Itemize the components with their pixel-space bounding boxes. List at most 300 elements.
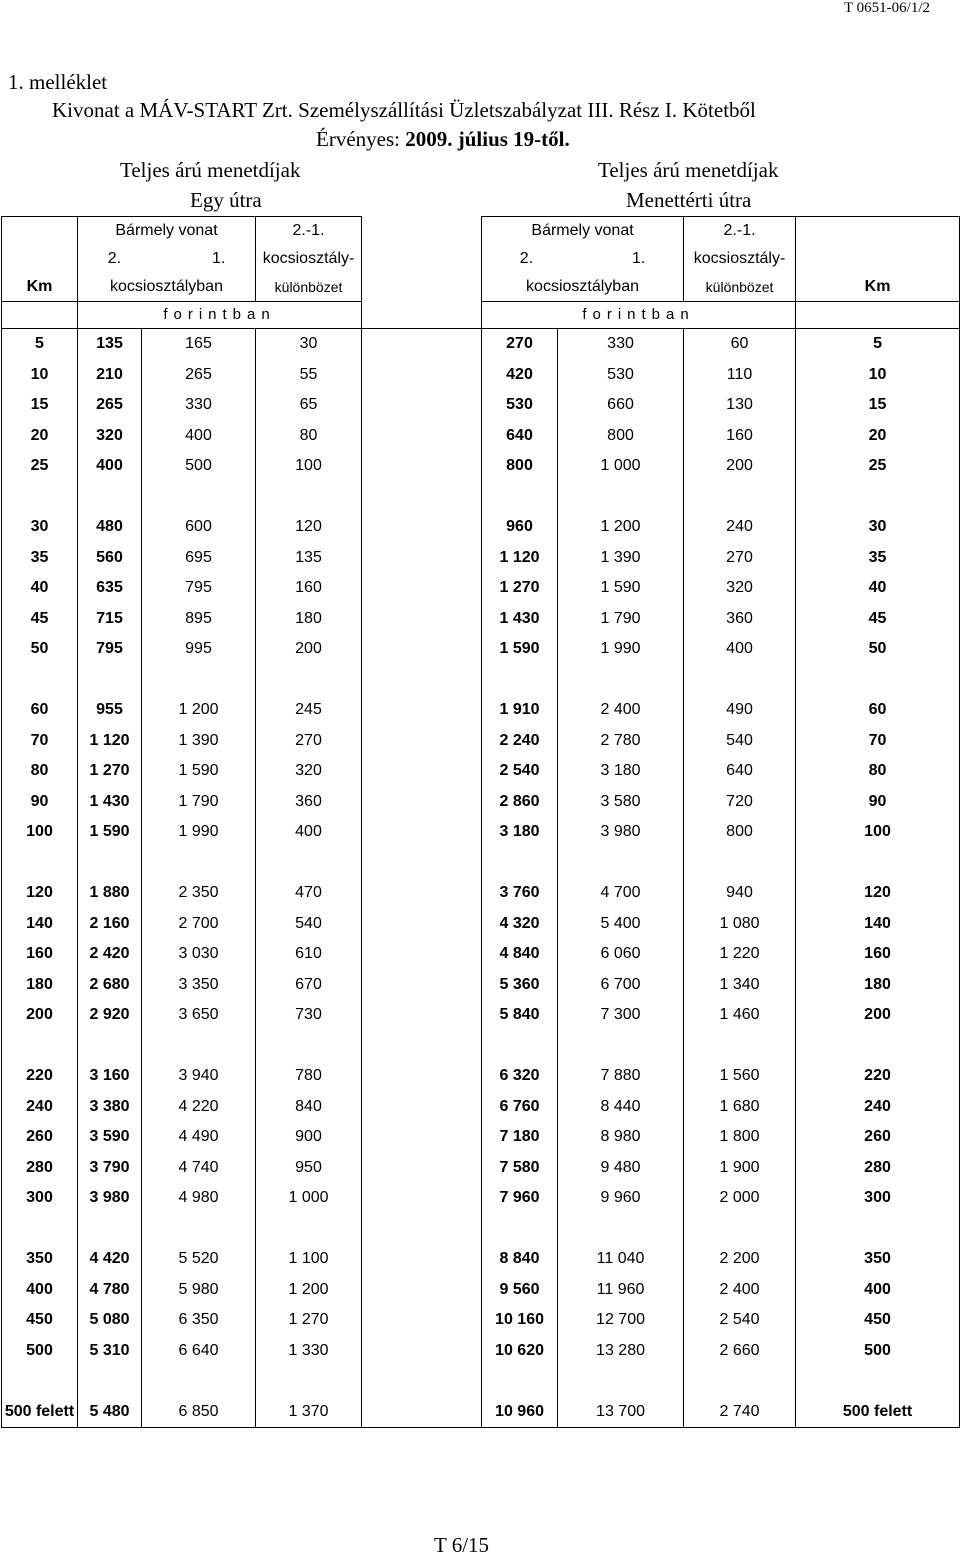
return-class1-cell: 1 390 bbox=[558, 543, 684, 574]
km-right-cell: 100 bbox=[796, 817, 960, 848]
return-diff-cell: 1 340 bbox=[684, 970, 796, 1001]
km-left-cell: 100 bbox=[2, 817, 78, 848]
km-left-cell: 500 bbox=[2, 1336, 78, 1367]
km-right-cell: 350 bbox=[796, 1244, 960, 1275]
single-class1-cell: 5 980 bbox=[142, 1275, 256, 1306]
return-diff-cell: 240 bbox=[684, 512, 796, 543]
return-class1-cell: 9 480 bbox=[558, 1153, 684, 1184]
gap-cell bbox=[362, 573, 482, 604]
table-row bbox=[2, 1122, 960, 1153]
single-class2-cell: 1 430 bbox=[78, 787, 142, 818]
return-class2-cell: 2 860 bbox=[482, 787, 558, 818]
single-class2-cell: 635 bbox=[78, 573, 142, 604]
single-class1-cell: 6 350 bbox=[142, 1305, 256, 1336]
return-diff-cell: 160 bbox=[684, 421, 796, 452]
single-class2-cell: 3 790 bbox=[78, 1153, 142, 1184]
gap-cell bbox=[362, 390, 482, 421]
single-class2-cell: 2 920 bbox=[78, 1000, 142, 1031]
single-diff-cell: 55 bbox=[256, 360, 362, 391]
left-any-train: Bármely vonat bbox=[78, 217, 256, 246]
table-row bbox=[2, 878, 960, 909]
km-right-cell: 20 bbox=[796, 421, 960, 452]
km-right-cell: 180 bbox=[796, 970, 960, 1001]
return-class1-cell: 660 bbox=[558, 390, 684, 421]
single-class2-cell: 795 bbox=[78, 634, 142, 665]
single-diff-cell: 160 bbox=[256, 573, 362, 604]
return-diff-cell: 2 400 bbox=[684, 1275, 796, 1306]
km-left-cell: 300 bbox=[2, 1183, 78, 1214]
single-class2-cell: 400 bbox=[78, 451, 142, 482]
return-class2-cell: 1 590 bbox=[482, 634, 558, 665]
return-diff-cell: 1 560 bbox=[684, 1061, 796, 1092]
table-row bbox=[2, 1000, 960, 1031]
single-class2-cell: 1 270 bbox=[78, 756, 142, 787]
single-diff-cell: 950 bbox=[256, 1153, 362, 1184]
table-row bbox=[2, 604, 960, 635]
return-diff-cell: 1 460 bbox=[684, 1000, 796, 1031]
return-class1-cell: 6 060 bbox=[558, 939, 684, 970]
document-code: T 0651-06/1/2 bbox=[844, 0, 930, 16]
single-class1-cell: 5 520 bbox=[142, 1244, 256, 1275]
return-class1-cell: 800 bbox=[558, 421, 684, 452]
table-row bbox=[2, 451, 960, 482]
km-right-cell: 500 felett bbox=[796, 1397, 960, 1428]
single-class1-cell: 4 740 bbox=[142, 1153, 256, 1184]
table-row bbox=[2, 726, 960, 757]
return-diff-cell: 2 000 bbox=[684, 1183, 796, 1214]
single-diff-cell: 180 bbox=[256, 604, 362, 635]
return-diff-cell: 1 900 bbox=[684, 1153, 796, 1184]
single-class2-cell: 1 120 bbox=[78, 726, 142, 757]
left-class2-number: 2. bbox=[107, 250, 122, 267]
return-class2-cell: 3 760 bbox=[482, 878, 558, 909]
single-diff-cell: 245 bbox=[256, 695, 362, 726]
km-right-cell: 280 bbox=[796, 1153, 960, 1184]
single-class1-cell: 4 490 bbox=[142, 1122, 256, 1153]
single-class1-cell: 1 790 bbox=[142, 787, 256, 818]
single-diff-cell: 1 100 bbox=[256, 1244, 362, 1275]
single-class2-cell: 2 680 bbox=[78, 970, 142, 1001]
km-right-cell: 160 bbox=[796, 939, 960, 970]
gap-cell bbox=[362, 329, 482, 360]
km-left-cell: 50 bbox=[2, 634, 78, 665]
single-class2-cell: 3 590 bbox=[78, 1122, 142, 1153]
single-class1-cell: 2 700 bbox=[142, 909, 256, 940]
gap-cell bbox=[362, 939, 482, 970]
right-class1-number: 1. bbox=[631, 250, 646, 267]
return-class1-cell: 3 980 bbox=[558, 817, 684, 848]
table-row bbox=[2, 573, 960, 604]
single-class1-cell: 1 390 bbox=[142, 726, 256, 757]
single-class2-cell: 2 160 bbox=[78, 909, 142, 940]
return-diff-cell: 540 bbox=[684, 726, 796, 757]
left-class1-number: 1. bbox=[211, 250, 226, 267]
km-left-cell: 35 bbox=[2, 543, 78, 574]
km-left-cell: 350 bbox=[2, 1244, 78, 1275]
km-left-cell: 5 bbox=[2, 329, 78, 360]
return-class1-cell: 13 280 bbox=[558, 1336, 684, 1367]
km-right-cell: 400 bbox=[796, 1275, 960, 1306]
km-left-cell: 90 bbox=[2, 787, 78, 818]
single-class2-cell: 3 980 bbox=[78, 1183, 142, 1214]
table-row bbox=[2, 329, 960, 360]
return-class2-cell: 3 180 bbox=[482, 817, 558, 848]
gap-cell bbox=[362, 726, 482, 757]
single-class1-cell: 265 bbox=[142, 360, 256, 391]
single-diff-cell: 65 bbox=[256, 390, 362, 421]
table-row bbox=[2, 909, 960, 940]
single-class1-cell: 2 350 bbox=[142, 878, 256, 909]
gap-cell bbox=[362, 1092, 482, 1123]
return-class1-cell: 3 180 bbox=[558, 756, 684, 787]
gap-cell bbox=[362, 512, 482, 543]
return-class1-cell: 8 440 bbox=[558, 1092, 684, 1123]
km-left-cell: 280 bbox=[2, 1153, 78, 1184]
return-class2-cell: 10 620 bbox=[482, 1336, 558, 1367]
return-class2-cell: 530 bbox=[482, 390, 558, 421]
gap-cell bbox=[362, 634, 482, 665]
single-diff-cell: 670 bbox=[256, 970, 362, 1001]
return-class1-cell: 1 590 bbox=[558, 573, 684, 604]
single-diff-cell: 470 bbox=[256, 878, 362, 909]
single-class1-cell: 165 bbox=[142, 329, 256, 360]
return-diff-cell: 940 bbox=[684, 878, 796, 909]
single-diff-cell: 900 bbox=[256, 1122, 362, 1153]
return-diff-cell: 720 bbox=[684, 787, 796, 818]
km-right-cell: 30 bbox=[796, 512, 960, 543]
km-left-cell: 80 bbox=[2, 756, 78, 787]
return-class2-cell: 7 960 bbox=[482, 1183, 558, 1214]
single-diff-cell: 30 bbox=[256, 329, 362, 360]
single-class2-cell: 5 310 bbox=[78, 1336, 142, 1367]
gap-cell bbox=[362, 756, 482, 787]
right-class-label: kocsiosztályban bbox=[482, 273, 684, 302]
km-left-cell: 60 bbox=[2, 695, 78, 726]
km-right-cell: 500 bbox=[796, 1336, 960, 1367]
return-class2-cell: 7 580 bbox=[482, 1153, 558, 1184]
gap-cell bbox=[362, 1305, 482, 1336]
return-class2-cell: 8 840 bbox=[482, 1244, 558, 1275]
km-right-cell: 80 bbox=[796, 756, 960, 787]
single-diff-cell: 100 bbox=[256, 451, 362, 482]
single-class2-cell: 4 780 bbox=[78, 1275, 142, 1306]
return-class2-cell: 420 bbox=[482, 360, 558, 391]
km-right-cell: 35 bbox=[796, 543, 960, 574]
return-class2-cell: 800 bbox=[482, 451, 558, 482]
km-left-cell: 160 bbox=[2, 939, 78, 970]
spacer-row bbox=[2, 665, 960, 696]
single-class1-cell: 500 bbox=[142, 451, 256, 482]
gap-cell bbox=[362, 421, 482, 452]
return-diff-cell: 490 bbox=[684, 695, 796, 726]
km-left-cell: 220 bbox=[2, 1061, 78, 1092]
single-class2-cell: 135 bbox=[78, 329, 142, 360]
return-diff-cell: 1 680 bbox=[684, 1092, 796, 1123]
km-right-cell: 240 bbox=[796, 1092, 960, 1123]
return-class2-cell: 960 bbox=[482, 512, 558, 543]
return-class1-cell: 2 780 bbox=[558, 726, 684, 757]
gap-cell bbox=[362, 360, 482, 391]
gap-cell bbox=[362, 1336, 482, 1367]
single-diff-cell: 320 bbox=[256, 756, 362, 787]
table-row bbox=[2, 1397, 960, 1428]
single-class2-cell: 560 bbox=[78, 543, 142, 574]
return-diff-cell: 270 bbox=[684, 543, 796, 574]
single-class2-cell: 3 160 bbox=[78, 1061, 142, 1092]
single-class1-cell: 600 bbox=[142, 512, 256, 543]
single-class2-cell: 3 380 bbox=[78, 1092, 142, 1123]
return-class1-cell: 2 400 bbox=[558, 695, 684, 726]
table-row bbox=[2, 390, 960, 421]
return-class2-cell: 10 160 bbox=[482, 1305, 558, 1336]
km-left-cell: 70 bbox=[2, 726, 78, 757]
single-diff-cell: 1 270 bbox=[256, 1305, 362, 1336]
return-diff-cell: 1 080 bbox=[684, 909, 796, 940]
km-left-cell: 45 bbox=[2, 604, 78, 635]
return-diff-cell: 360 bbox=[684, 604, 796, 635]
single-class2-cell: 5 480 bbox=[78, 1397, 142, 1428]
single-class2-cell: 4 420 bbox=[78, 1244, 142, 1275]
single-diff-cell: 400 bbox=[256, 817, 362, 848]
right-currency-label: forintban bbox=[482, 302, 796, 329]
return-class2-cell: 2 240 bbox=[482, 726, 558, 757]
left-class-numbers bbox=[78, 245, 256, 273]
km-right-cell: 120 bbox=[796, 878, 960, 909]
return-class2-cell: 7 180 bbox=[482, 1122, 558, 1153]
single-diff-cell: 270 bbox=[256, 726, 362, 757]
return-class2-cell: 1 430 bbox=[482, 604, 558, 635]
table-row bbox=[2, 1336, 960, 1367]
return-class1-cell: 1 790 bbox=[558, 604, 684, 635]
table-row bbox=[2, 1275, 960, 1306]
gap-cell bbox=[362, 817, 482, 848]
spacer-row bbox=[2, 1366, 960, 1397]
single-diff-cell: 1 200 bbox=[256, 1275, 362, 1306]
table-row bbox=[2, 1061, 960, 1092]
km-left-cell: 10 bbox=[2, 360, 78, 391]
single-diff-cell: 135 bbox=[256, 543, 362, 574]
km-right-cell: 260 bbox=[796, 1122, 960, 1153]
single-class1-cell: 4 220 bbox=[142, 1092, 256, 1123]
table-row bbox=[2, 1244, 960, 1275]
return-fare-subtitle: Menettérti útra bbox=[626, 188, 752, 212]
return-class1-cell: 1 000 bbox=[558, 451, 684, 482]
single-class2-cell: 1 590 bbox=[78, 817, 142, 848]
gap-cell bbox=[362, 1153, 482, 1184]
single-class1-cell: 4 980 bbox=[142, 1183, 256, 1214]
table-row bbox=[2, 970, 960, 1001]
single-class1-cell: 3 940 bbox=[142, 1061, 256, 1092]
single-diff-cell: 80 bbox=[256, 421, 362, 452]
return-class1-cell: 7 300 bbox=[558, 1000, 684, 1031]
single-class2-cell: 265 bbox=[78, 390, 142, 421]
km-right-cell: 140 bbox=[796, 909, 960, 940]
gap-cell bbox=[362, 543, 482, 574]
return-diff-cell: 400 bbox=[684, 634, 796, 665]
spacer-row bbox=[2, 1214, 960, 1245]
spacer-row bbox=[2, 848, 960, 879]
return-class2-cell: 2 540 bbox=[482, 756, 558, 787]
gap-cell bbox=[362, 787, 482, 818]
table-row bbox=[2, 939, 960, 970]
return-class2-cell: 4 840 bbox=[482, 939, 558, 970]
table-row bbox=[2, 817, 960, 848]
single-class1-cell: 3 030 bbox=[142, 939, 256, 970]
km-left-cell: 120 bbox=[2, 878, 78, 909]
single-diff-cell: 200 bbox=[256, 634, 362, 665]
km-right-cell: 450 bbox=[796, 1305, 960, 1336]
return-diff-cell: 1 220 bbox=[684, 939, 796, 970]
return-class1-cell: 3 580 bbox=[558, 787, 684, 818]
single-class1-cell: 995 bbox=[142, 634, 256, 665]
return-class2-cell: 270 bbox=[482, 329, 558, 360]
return-class2-cell: 1 270 bbox=[482, 573, 558, 604]
right-diff-code: 2.-1. bbox=[684, 217, 796, 246]
document-title: Kivonat a MÁV-START Zrt. Személyszállítási Üzletszabályzat III. Rész I. Kötetből bbox=[52, 98, 756, 122]
single-diff-cell: 780 bbox=[256, 1061, 362, 1092]
return-class2-cell: 1 120 bbox=[482, 543, 558, 574]
return-class1-cell: 7 880 bbox=[558, 1061, 684, 1092]
single-class1-cell: 1 590 bbox=[142, 756, 256, 787]
return-class1-cell: 13 700 bbox=[558, 1397, 684, 1428]
km-left-cell: 500 felett bbox=[2, 1397, 78, 1428]
single-diff-cell: 1 330 bbox=[256, 1336, 362, 1367]
return-diff-cell: 320 bbox=[684, 573, 796, 604]
return-class2-cell: 10 960 bbox=[482, 1397, 558, 1428]
km-left-cell: 140 bbox=[2, 909, 78, 940]
gap-cell bbox=[362, 1061, 482, 1092]
annex-label: 1. melléklet bbox=[8, 70, 108, 94]
table-row bbox=[2, 1092, 960, 1123]
km-right-cell: 10 bbox=[796, 360, 960, 391]
km-left-cell: 15 bbox=[2, 390, 78, 421]
single-class2-cell: 955 bbox=[78, 695, 142, 726]
km-right-cell: 45 bbox=[796, 604, 960, 635]
km-right-cell: 50 bbox=[796, 634, 960, 665]
return-diff-cell: 1 800 bbox=[684, 1122, 796, 1153]
single-diff-cell: 540 bbox=[256, 909, 362, 940]
table-row bbox=[2, 512, 960, 543]
gap-cell bbox=[362, 1397, 482, 1428]
page-number: T 6/15 bbox=[434, 1533, 490, 1557]
km-left-cell: 260 bbox=[2, 1122, 78, 1153]
single-class1-cell: 1 200 bbox=[142, 695, 256, 726]
return-class2-cell: 5 840 bbox=[482, 1000, 558, 1031]
gap-cell bbox=[362, 451, 482, 482]
left-diff-code: 2.-1. bbox=[256, 217, 362, 246]
single-class1-cell: 1 990 bbox=[142, 817, 256, 848]
km-header-left: Km bbox=[2, 273, 78, 302]
table-row bbox=[2, 1153, 960, 1184]
right-any-train: Bármely vonat bbox=[482, 217, 684, 246]
return-class1-cell: 1 200 bbox=[558, 512, 684, 543]
single-class1-cell: 6 640 bbox=[142, 1336, 256, 1367]
gap-cell bbox=[362, 1000, 482, 1031]
return-class2-cell: 9 560 bbox=[482, 1275, 558, 1306]
gap-cell bbox=[362, 878, 482, 909]
left-class-label: kocsiosztályban bbox=[78, 273, 256, 302]
table-row bbox=[2, 1305, 960, 1336]
km-left-cell: 30 bbox=[2, 512, 78, 543]
gap-cell bbox=[362, 1183, 482, 1214]
single-class2-cell: 5 080 bbox=[78, 1305, 142, 1336]
table-row bbox=[2, 1183, 960, 1214]
return-class1-cell: 11 960 bbox=[558, 1275, 684, 1306]
return-class1-cell: 4 700 bbox=[558, 878, 684, 909]
single-class2-cell: 1 880 bbox=[78, 878, 142, 909]
table-row bbox=[2, 634, 960, 665]
return-diff-cell: 200 bbox=[684, 451, 796, 482]
single-fare-title: Teljes árú menetdíjak bbox=[120, 158, 301, 182]
return-diff-cell: 2 540 bbox=[684, 1305, 796, 1336]
return-diff-cell: 2 200 bbox=[684, 1244, 796, 1275]
return-class1-cell: 530 bbox=[558, 360, 684, 391]
return-diff-cell: 60 bbox=[684, 329, 796, 360]
table-row bbox=[2, 543, 960, 574]
table-row bbox=[2, 756, 960, 787]
km-left-cell: 20 bbox=[2, 421, 78, 452]
single-class1-cell: 3 650 bbox=[142, 1000, 256, 1031]
single-diff-cell: 610 bbox=[256, 939, 362, 970]
km-right-cell: 15 bbox=[796, 390, 960, 421]
km-right-cell: 300 bbox=[796, 1183, 960, 1214]
return-fare-title: Teljes árú menetdíjak bbox=[598, 158, 779, 182]
km-right-cell: 90 bbox=[796, 787, 960, 818]
return-class1-cell: 6 700 bbox=[558, 970, 684, 1001]
single-class1-cell: 400 bbox=[142, 421, 256, 452]
gap-cell bbox=[362, 1244, 482, 1275]
validity-line bbox=[316, 127, 570, 152]
single-diff-cell: 1 000 bbox=[256, 1183, 362, 1214]
gap-cell bbox=[362, 1122, 482, 1153]
km-left-cell: 200 bbox=[2, 1000, 78, 1031]
km-header-right: Km bbox=[796, 273, 960, 302]
return-diff-cell: 640 bbox=[684, 756, 796, 787]
single-diff-cell: 1 370 bbox=[256, 1397, 362, 1428]
fare-table bbox=[1, 216, 960, 1428]
return-class1-cell: 1 990 bbox=[558, 634, 684, 665]
km-left-cell: 240 bbox=[2, 1092, 78, 1123]
single-class2-cell: 320 bbox=[78, 421, 142, 452]
km-left-cell: 400 bbox=[2, 1275, 78, 1306]
gap-cell bbox=[362, 970, 482, 1001]
table-row bbox=[2, 360, 960, 391]
single-diff-cell: 730 bbox=[256, 1000, 362, 1031]
km-right-cell: 220 bbox=[796, 1061, 960, 1092]
km-right-cell: 40 bbox=[796, 573, 960, 604]
return-class2-cell: 640 bbox=[482, 421, 558, 452]
return-class2-cell: 6 320 bbox=[482, 1061, 558, 1092]
left-diff-label-line1: kocsiosztály- bbox=[256, 245, 362, 273]
return-class2-cell: 5 360 bbox=[482, 970, 558, 1001]
right-diff-label-line1: kocsiosztály- bbox=[684, 245, 796, 273]
single-class1-cell: 795 bbox=[142, 573, 256, 604]
single-class2-cell: 715 bbox=[78, 604, 142, 635]
return-class1-cell: 330 bbox=[558, 329, 684, 360]
gap-cell bbox=[362, 695, 482, 726]
table-row bbox=[2, 421, 960, 452]
single-class2-cell: 2 420 bbox=[78, 939, 142, 970]
return-class2-cell: 6 760 bbox=[482, 1092, 558, 1123]
return-diff-cell: 2 740 bbox=[684, 1397, 796, 1428]
single-fare-subtitle: Egy útra bbox=[190, 188, 262, 212]
return-class1-cell: 11 040 bbox=[558, 1244, 684, 1275]
return-diff-cell: 130 bbox=[684, 390, 796, 421]
return-diff-cell: 800 bbox=[684, 817, 796, 848]
single-diff-cell: 360 bbox=[256, 787, 362, 818]
gap-cell bbox=[362, 604, 482, 635]
km-right-cell: 70 bbox=[796, 726, 960, 757]
